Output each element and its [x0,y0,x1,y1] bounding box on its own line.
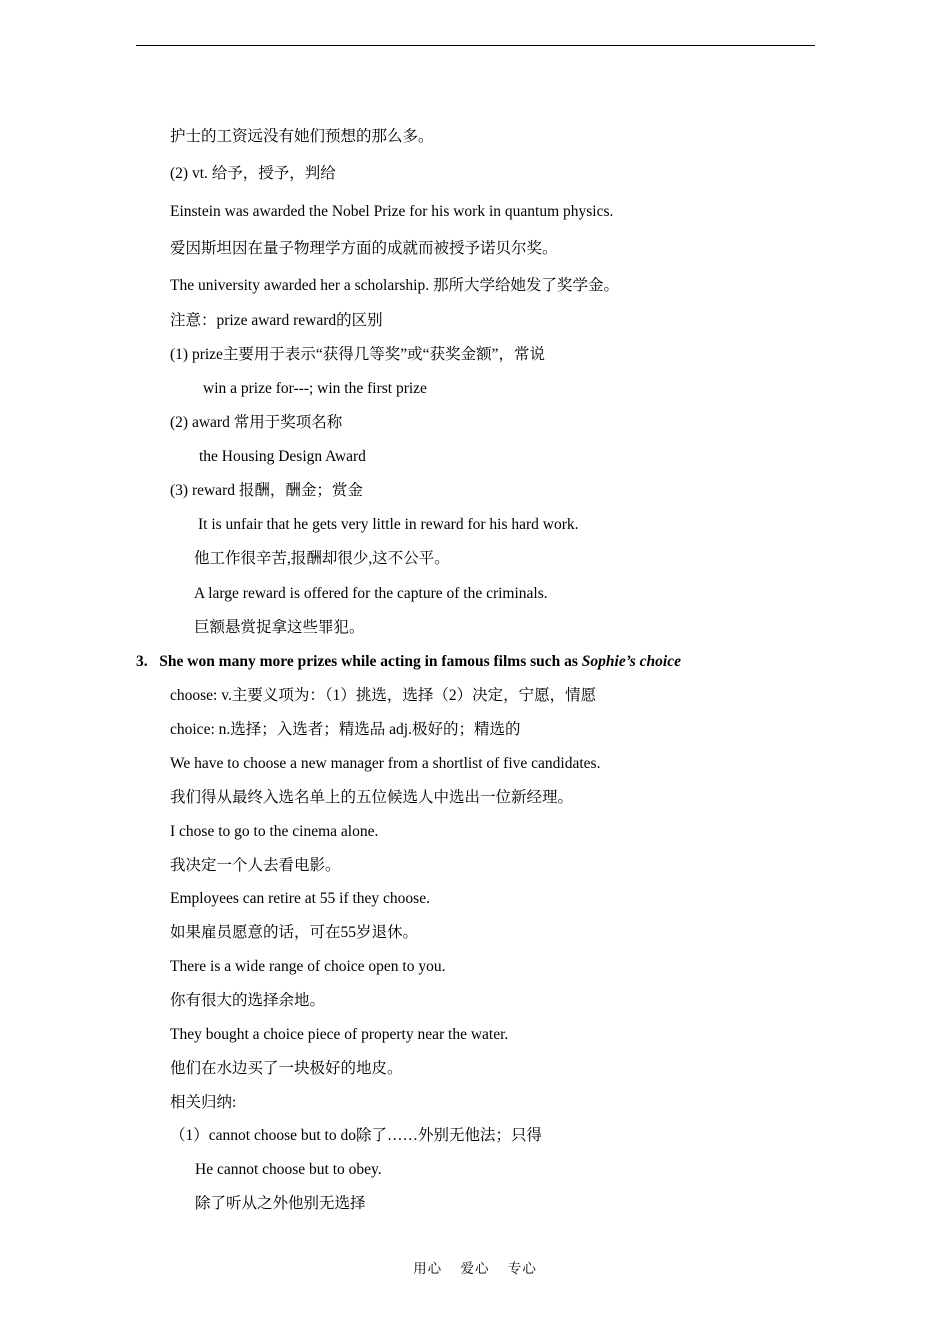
text-line: I chose to go to the cinema alone. [170,823,379,840]
text-line: (2) award 常用于奖项名称 [170,414,343,431]
text-line: 你有很大的选择余地。 [170,992,326,1009]
text-line: 注意：prize award reward的区别 [170,312,383,329]
text-line: It is unfair that he gets very little in reward for his hard work. [198,516,579,533]
text-line: （1）cannot choose but to do除了……外别无他法；只得 [170,1127,542,1144]
text-line: win a prize for---; win the first prize [203,380,427,397]
text-line: 巨额悬赏捉拿这些罪犯。 [194,619,365,636]
text-line: He cannot choose but to obey. [195,1161,382,1178]
text-line: (2) vt. 给予，授予，判给 [170,165,336,182]
text-line: the Housing Design Award [199,448,366,465]
heading-number: 3. [136,653,148,670]
text-line: 爱因斯坦因在量子物理学方面的成就而被授予诺贝尔奖。 [170,240,558,257]
text-line: The university awarded her a scholarship. 那所大学给她发了奖学金。 [170,277,619,294]
footer-word: 专心 [507,1261,537,1276]
text-line: (1) prize主要用于表示“获得几等奖”或“获奖金额”，常说 [170,346,545,363]
text-line: Employees can retire at 55 if they choose. [170,890,430,907]
footer-word: 用心 [413,1261,443,1276]
heading-text: She won many more prizes while acting in famous films such as [159,653,582,670]
footer-word: 爱心 [460,1261,490,1276]
text-line: 除了听从之外他别无选择 [195,1195,366,1212]
text-line: 我决定一个人去看电影。 [170,857,341,874]
section-heading [136,652,681,672]
heading-film-title: Sophie’s choice [581,653,681,670]
header-rule [136,45,815,46]
text-line: Einstein was awarded the Nobel Prize for his work in quantum physics. [170,203,614,220]
page-footer [0,1257,950,1277]
text-line: They bought a choice piece of property near the water. [170,1026,509,1043]
text-line: 他们在水边买了一块极好的地皮。 [170,1060,403,1077]
text-line: choice: n.选择；入选者；精选品 adj.极好的；精选的 [170,721,521,738]
text-line: 我们得从最终入选名单上的五位候选人中选出一位新经理。 [170,789,574,806]
text-line: choose: v.主要义项为：（1）挑选，选择（2）决定，宁愿，情愿 [170,687,597,704]
text-line: (3) reward 报酬，酬金；赏金 [170,482,363,499]
text-line: There is a wide range of choice open to you. [170,958,446,975]
text-line: 护士的工资远没有她们预想的那么多。 [170,128,434,145]
text-line: 相关归纳: [170,1094,237,1111]
text-line: 他工作很辛苦,报酬却很少,这不公平。 [194,550,450,567]
text-line: A large reward is offered for the capture of the criminals. [194,585,548,602]
text-line: 如果雇员愿意的话，可在55岁退休。 [170,924,419,941]
text-line: We have to choose a new manager from a shortlist of five candidates. [170,755,601,772]
